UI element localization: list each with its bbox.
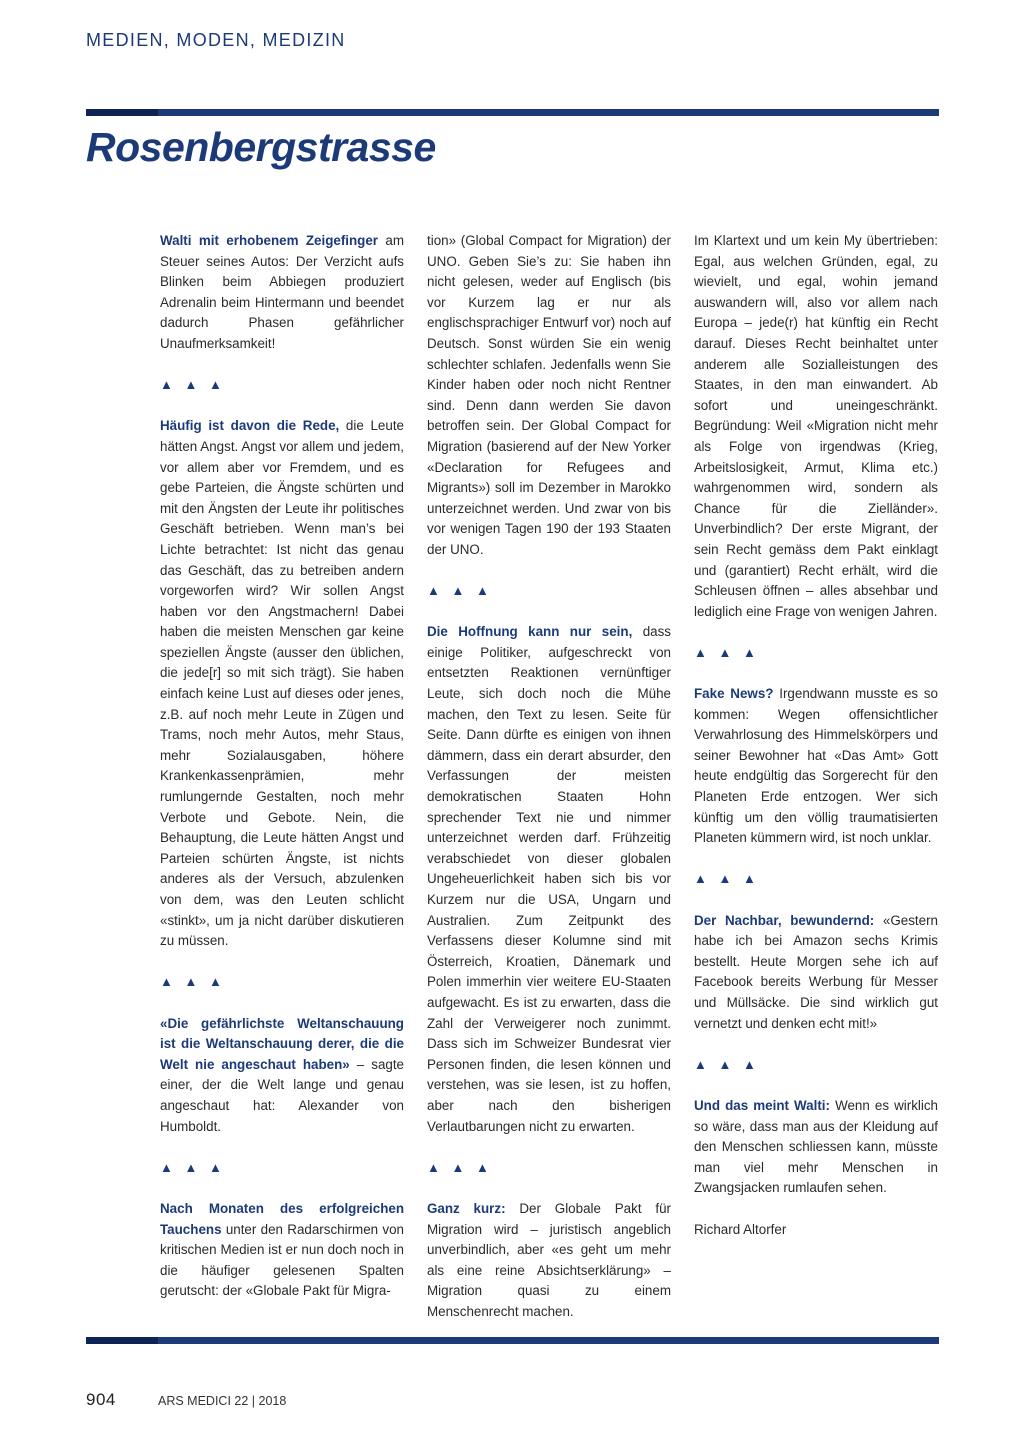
paragraph: Im Klartext und um kein My übertrieben: Egal, aus welchen Gründen, egal, zu wievielt, und egal, wohin jemand auswandern will, also vor allem nach Europa – jede(r) hat künftig ein Recht darauf. Dieses Recht beinhaltet unter anderem alle Sozialleistungen des Staates, in den man einwandert. Ab sofort und uneingeschränkt. Begründung: Weil «Migration nicht mehr als Folge von irgendwas (Krieg, Arbeitslosigkeit, Armut, Klima etc.) wahrgenommen wird, sondern als Chance für die Zielländer». Unverbindlich? Der erste Migrant, der sein Recht gemäss dem Pakt einklagt und (garantiert) Recht erhält, wird die Schleusen öffnen – alles absehbar und lediglich eine Frage von wenigen Jahren. bbox=[694, 233, 938, 619]
section-heading: MEDIEN, MODEN, MEDIZIN bbox=[86, 30, 346, 50]
separator-triangles: ▲ ▲ ▲ bbox=[694, 871, 760, 887]
bottom-rule bbox=[86, 1337, 939, 1344]
paragraph-body: «Gestern habe ich bei Amazon sechs Krimis bestellt. Heute Morgen sehe ich auf Facebook bereits Werbung für Messer und Müllsäcke. Die sind wirklich gut vernetzt und denken echt mit!» bbox=[694, 912, 938, 1031]
separator-triangles: ▲ ▲ ▲ bbox=[160, 974, 226, 990]
separator-triangles: ▲ ▲ ▲ bbox=[160, 377, 226, 393]
paragraph-body: Der Globale Pakt für Migration wird – juristisch angeblich unverbindlich, aber «es geht um mehr als eine reine Absichtserklärung» – Migration quasi zu einem Menschenrecht machen. bbox=[427, 1200, 671, 1319]
separator-triangles: ▲ ▲ ▲ bbox=[427, 583, 493, 599]
column-2 bbox=[427, 231, 671, 1322]
paragraph bbox=[160, 1199, 404, 1302]
paragraph bbox=[694, 684, 938, 849]
journal-issue: ARS MEDICI 22 | 2018 bbox=[158, 1394, 287, 1408]
top-rule bbox=[86, 109, 939, 116]
paragraph-body: am Steuer seines Autos: Der Verzicht aufs Blinken beim Abbiegen produziert Adrenalin beim Hintermann und beendet dadurch Phasen gefährlicher Unaufmerksamkeit! bbox=[160, 233, 404, 351]
paragraph-body: Irgendwann musste es so kommen: Wegen offensichtlicher Verwahrlosung des Himmelskörpers und seiner Bewohner hat «Das Amt» Gott heute endgültig das Sorgerecht für den Planeten Erde entzogen. Wer sich künftig um den völlig traumatisierten Planeten kümmern wird, ist noch unklar. bbox=[694, 686, 939, 846]
paragraph-body: Wenn es wirklich so wäre, dass man aus der Kleidung auf den Menschen schliessen kann, müsste man viel mehr Menschen in Zwangsjacken rumlaufen sehen. bbox=[694, 1097, 938, 1196]
paragraph bbox=[160, 416, 404, 951]
paragraph bbox=[160, 231, 404, 355]
paragraph-body: – sagte einer, der die Welt lange und genau angeschaut hat: Alexander von Humboldt. bbox=[160, 1056, 405, 1134]
page-number: 904 bbox=[86, 1390, 116, 1409]
paragraph bbox=[694, 911, 938, 1035]
paragraph-lead: Und das meint Walti: bbox=[694, 1097, 830, 1113]
paragraph-lead: Ganz kurz: bbox=[427, 1200, 506, 1216]
column-3 bbox=[694, 231, 938, 1240]
column-1 bbox=[160, 231, 404, 1302]
separator-triangles: ▲ ▲ ▲ bbox=[694, 644, 760, 660]
paragraph-lead: Walti mit erhobenem Zeigefinger bbox=[160, 233, 379, 248]
paragraph-lead: Der Nachbar, bewundernd: bbox=[694, 912, 875, 928]
paragraph bbox=[160, 1014, 404, 1138]
author-name: Richard Altorfer bbox=[694, 1221, 787, 1237]
paragraph-lead: Nach Monaten des erfolgreichen Tauchens bbox=[160, 1200, 404, 1237]
paragraph: tion» (Global Compact for Migration) der UNO. Geben Sie’s zu: Sie haben ihn nicht gelesen, weder auf Englisch (bis vor Kurzem lag er nur als englischsprachiger Entwurf vor) noch auf Deutsch. Sonst würden Sie ein wenig schlechter schlafen. Jedenfalls wenn Sie Kinder haben oder noch nicht Rentner sind. Denn dann werden Sie davon betroffen sein. Der Global Compact for Migration (basierend auf der New Yorker «Declaration for Refugees and Migrants») soll im Dezember in Marokko unterzeichnet werden. Und zwar von bis vor wenigen Tagen 190 der 193 Staaten der UNO. bbox=[427, 233, 671, 557]
paragraph-lead: Die Hoffnung kann nur sein, bbox=[427, 624, 633, 640]
paragraph-lead: Häufig ist davon die Rede, bbox=[160, 418, 340, 434]
separator-triangles: ▲ ▲ ▲ bbox=[427, 1159, 493, 1175]
paragraph bbox=[427, 622, 671, 1137]
paragraph-body: dass einige Politiker, aufgeschreckt von entsetzten Reaktionen vernünftiger Leute, sich doch noch die Mühe machen, den Text zu lesen. Seite für Seite. Dann dürfte es einigen von ihnen dämmern, dass ein derart absurder, den Verfassungen der meisten demokratischen Staaten Hohn sprechender Text nie und nimmer unterzeichnet werden darf. Frühzeitig verabschiedet von dieser globalen Ungeheuerlichkeit haben sich bis vor Kurzem nur die USA, Ungarn und Australien. Zum Zeitpunkt des Verfassens dieser Kolumne sind mit Österreich, Kroatien, Dänemark und Polen immerhin vier weitere EU-Staaten aufgewacht. Es ist zu erwarten, dass die Zahl der Verweigerer noch zunimmt. Dass sich im Schweizer Bundesrat vier Personen finden, die lesen können und verstehen, was sie lesen, ist zu hoffen, aber nach den bisherigen Verlautbarungen nicht zu erwarten. bbox=[427, 624, 671, 1134]
paragraph-body: unter den Radarschirmen von kritischen Medien ist er nun doch noch in die häufiger gelesenen Spalten gerutscht: der «Globale Pakt für Migra- bbox=[160, 1221, 404, 1299]
separator-triangles: ▲ ▲ ▲ bbox=[160, 1159, 226, 1175]
paragraph-lead: Fake News? bbox=[694, 686, 774, 702]
paragraph bbox=[427, 1199, 671, 1323]
paragraph-lead: «Die gefährlichste Weltanschauung ist die Weltanschauung derer, die die Welt nie angeschaut haben» bbox=[160, 1015, 404, 1072]
page-title: Rosenbergstrasse bbox=[86, 124, 436, 170]
paragraph-body: die Leute hätten Angst. Angst vor allem und jedem, vor allem aber vor Fremdem, und es gebe Parteien, die Ängste schürten und mit den Ängsten der Leute ihr politisches Geschäft betrieben. Wenn man’s bei Lichte betrachtet: Ist nicht das genau das Geschäft, das zu betreiben andern vorgeworfen wird? Wir sollen Angst haben vor den Angstmachern! Dabei haben die meisten Menschen gar keine speziellen Ängste (ausser den üblichen, die jede[r] so mit sich trägt). Sie haben einfach keine Lust auf dieses oder jenes, z.B. auf noch mehr Leute in Zügen und Trams, noch mehr Autos, mehr Staus, mehr Sozialausgaben, höhere Krankenkassenprämien, mehr rumlungernde Gestalten, noch mehr Verbote und Gebote. Nein, die Behauptung, die Leute hätten Angst und Parteien schürten Ängste, ist nichts anderes als der Versuch, abzulenken von dem, was den Leuten schlicht «stinkt», um ja nicht darüber diskutieren zu müssen. bbox=[160, 418, 404, 949]
paragraph bbox=[694, 1096, 938, 1199]
separator-triangles: ▲ ▲ ▲ bbox=[694, 1056, 760, 1072]
